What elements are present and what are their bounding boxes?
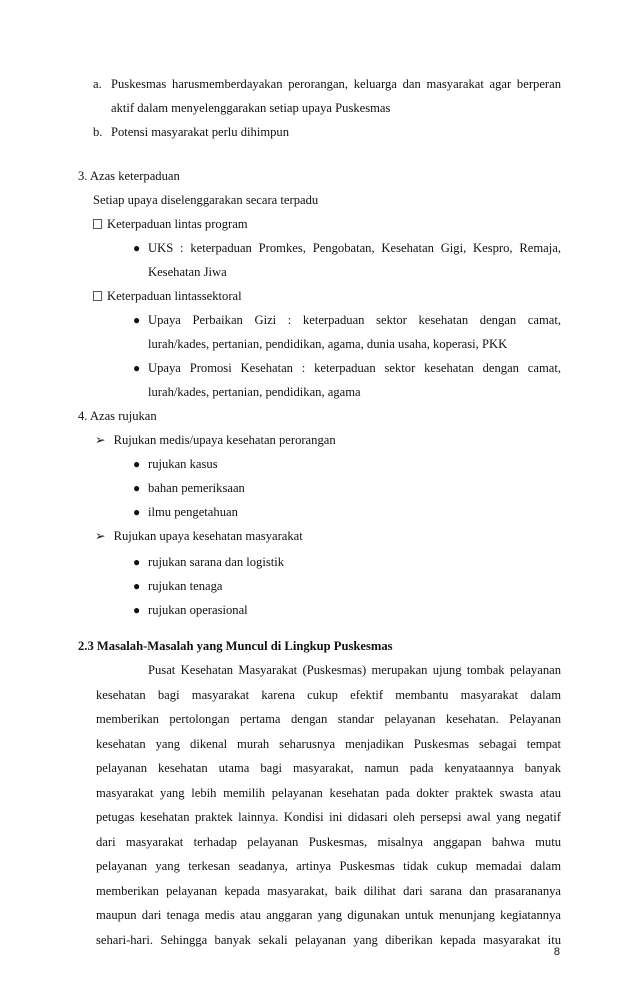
uks-line1: UKS : keterpaduan Promkes, Pengobatan, Kesehatan Gigi, Kespro, Remaja, <box>148 241 561 255</box>
paragraph-line: masyarakat yang lebih memilih pelayanan kesehatan pada dokter praktek swasta atau <box>96 785 561 800</box>
section-3-intro: Setiap upaya diselenggarakan secara terpadu <box>93 193 319 207</box>
gizi-line1: Upaya Perbaikan Gizi : keterpaduan sektor kesehatan dengan camat, <box>148 313 561 327</box>
list-marker-b: b. <box>93 125 103 139</box>
paragraph-line: dari masyarakat terhadap pelayanan Puskesmas, misalnya anggapan bahwa mutu <box>96 834 561 849</box>
bullet-icon: ● <box>133 555 141 569</box>
paragraph-line: kesehatan bagi masyarakat karena cukup efektif membantu masyarakat dalam <box>96 687 561 702</box>
section-2-3-heading: 2.3 Masalah-Masalah yang Muncul di Lingkup Puskesmas <box>78 639 393 653</box>
list-item: rujukan operasional <box>148 603 248 617</box>
paragraph-line: pelayanan kesehatan utama bagi masyarakat, namun pada kenyataannya banyak <box>96 761 561 775</box>
list-item: rujukan kasus <box>148 457 218 471</box>
paragraph-line: pelayanan yang terkesan seadanya, artinya Puskesmas tidak cukup memadai dalam <box>96 859 561 873</box>
arrow-bullet-icon: ➢ <box>95 433 106 447</box>
bullet-icon: ● <box>133 505 141 519</box>
uks-line2: Kesehatan Jiwa <box>148 265 227 279</box>
bullet-icon: ● <box>133 361 141 375</box>
section-4-heading: 4. Azas rujukan <box>78 409 157 423</box>
list-marker-a: a. <box>93 77 102 91</box>
checkbox-glyph-icon <box>93 219 102 229</box>
list-item-a-line1: Puskesmas harusmemberdayakan perorangan, keluarga dan masyarakat agar berperan <box>111 77 561 91</box>
bullet-icon: ● <box>133 603 141 617</box>
promosi-line1: Upaya Promosi Kesehatan : keterpaduan sektor kesehatan dengan camat, <box>148 361 561 375</box>
paragraph-line: sehari-hari. Sehingga banyak sekali pelayanan yang diberikan kepada masyarakat itu <box>96 932 561 947</box>
promosi-line2: lurah/kades, pertanian, pendidikan, agama <box>148 385 361 399</box>
bullet-icon: ● <box>133 481 141 495</box>
paragraph-line: memberikan pelayanan kepada masyarakat, baik dilihat dari sarana dan prasarananya <box>96 883 561 898</box>
paragraph-line: maupun dari tenaga medis atau anggaran yang digunakan untuk menunjang kegiatannya <box>96 908 561 922</box>
program-label <box>93 212 248 237</box>
list-item: rujukan sarana dan logistik <box>148 555 285 569</box>
section-3-heading: 3. Azas keterpaduan <box>78 169 180 183</box>
bullet-icon: ● <box>133 457 141 471</box>
masyarakat-label-text: Rujukan upaya kesehatan masyarakat <box>113 529 303 543</box>
list-item: ilmu pengetahuan <box>148 505 238 519</box>
paragraph-line: Pusat Kesehatan Masyarakat (Puskesmas) merupakan ujung tombak pelayanan <box>148 663 561 677</box>
paragraph-line: petugas kesehatan praktek lainnya. Kondisi ini didasari oleh persepsi awal yang negatif <box>96 810 561 824</box>
list-item-b: Potensi masyarakat perlu dihimpun <box>111 125 290 139</box>
masyarakat-label <box>95 524 303 549</box>
page-number: 8 <box>553 946 560 958</box>
paragraph-line: memberikan pertolongan pertama dengan standar pelayanan kesehatan. Pelayanan <box>96 712 561 726</box>
checkbox-glyph-icon <box>93 291 102 301</box>
list-item: rujukan tenaga <box>148 579 223 593</box>
sektoral-label <box>93 284 242 309</box>
list-item: bahan pemeriksaan <box>148 481 245 495</box>
medis-label <box>95 428 336 453</box>
arrow-bullet-icon: ➢ <box>95 529 106 543</box>
bullet-icon: ● <box>133 313 141 327</box>
list-item-a-line2: aktif dalam menyelenggarakan setiap upaya Puskesmas <box>111 101 391 115</box>
program-label-text: Keterpaduan lintas program <box>107 217 248 231</box>
gizi-line2: lurah/kades, pertanian, pendidikan, agama, dunia usaha, koperasi, PKK <box>148 337 508 351</box>
paragraph-line: kesehatan yang dikenal murah seharusnya menjadikan Puskesmas sebagai tempat <box>96 736 561 751</box>
bullet-icon: ● <box>133 579 141 593</box>
sektoral-label-text: Keterpaduan lintassektoral <box>107 289 242 303</box>
medis-label-text: Rujukan medis/upaya kesehatan perorangan <box>113 433 336 447</box>
bullet-icon: ● <box>133 241 141 255</box>
